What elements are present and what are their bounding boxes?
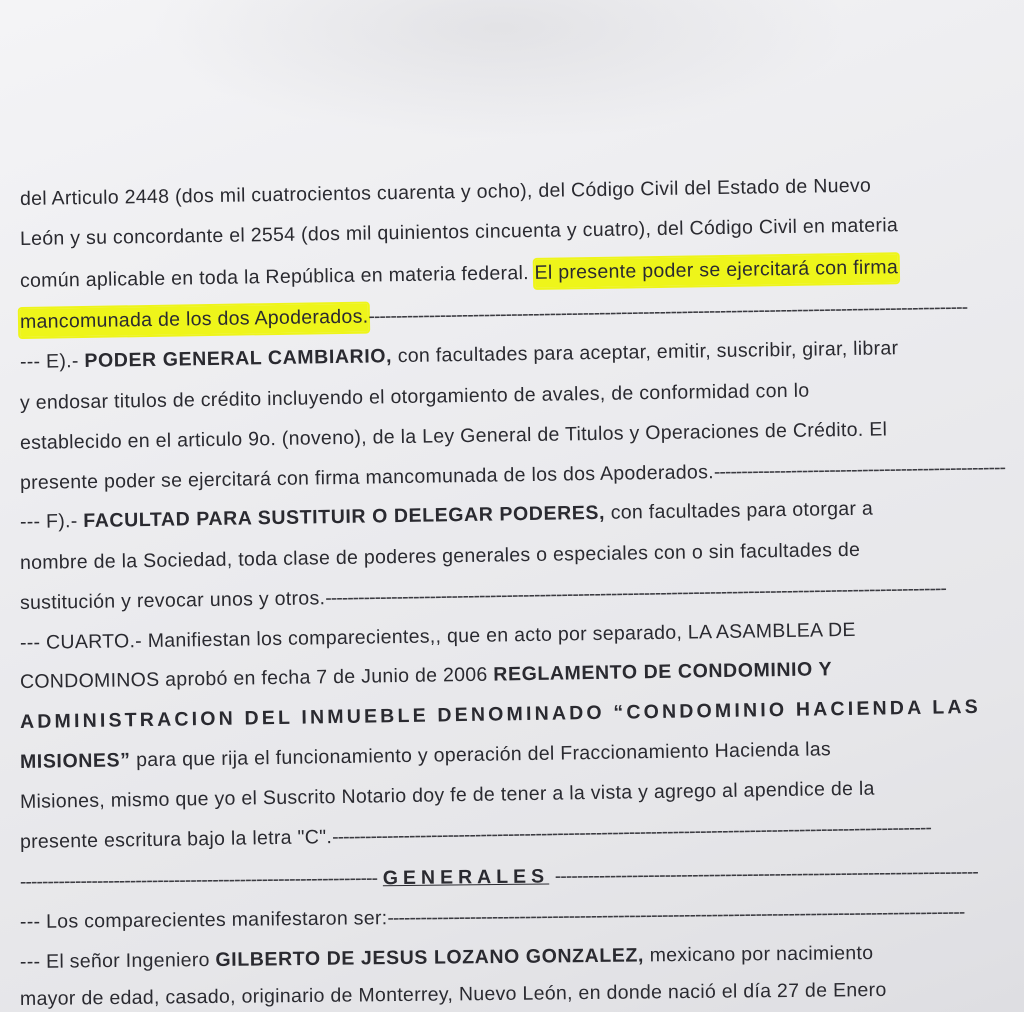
line-text: nombre de la Sociedad, toda clase de poderes generales o especiales con o sin facultades de <box>19 538 861 574</box>
line-text: con facultades para aceptar, emitir, suscribir, girar, librar <box>397 337 899 368</box>
dash-filler: ----------------------------------------------------- <box>713 456 1006 484</box>
line-text: del Articulo 2448 (dos mil cuatrocientos cuarenta y ocho), del Código Civil del Estado de Nuevo <box>19 174 872 210</box>
text-line <box>20 736 1024 773</box>
text-line <box>20 901 1024 932</box>
line-text: --- Los comparecientes manifestaron ser: <box>19 907 388 933</box>
text-line <box>20 577 1024 614</box>
dash-filler: ----------------------------------------------------------------------------- <box>554 860 978 888</box>
line-text: sustitución y revocar unos y otros. <box>19 587 326 614</box>
clause-heading: PODER GENERAL CAMBIARIO, <box>84 345 393 372</box>
section-heading-line <box>20 861 1024 892</box>
text-line <box>20 941 1024 972</box>
bold-text: MISIONES” <box>19 749 131 773</box>
line-text: León y su concordante el 2554 (dos mil quinientos cincuenta y cuatro), del Código Civil en materia <box>19 214 899 250</box>
dash-filler: ------------------------------------------------------------------------------------------------------------- <box>331 816 932 849</box>
text-line <box>20 457 1024 494</box>
text-line <box>20 617 1024 654</box>
highlighted-text: mancomunada de los dos Apoderados. <box>20 304 369 337</box>
line-text: CONDOMINOS aprobó en fecha 7 de Junio de 2006 <box>19 663 488 693</box>
text-line <box>20 496 1024 533</box>
text-line <box>20 978 1024 1009</box>
bold-text: ADMINISTRACION DEL INMUEBLE DENOMINADO “CONDOMINIO HACIENDA LAS <box>19 695 982 733</box>
line-text: establecido en el articulo 9o. (noveno), de la Ley General de Titulos y Operaciones de Crédito. El <box>19 418 888 454</box>
clause-prefix: --- F).- <box>19 510 78 533</box>
line-text: Misiones, mismo que yo el Suscrito Notario doy fe de tener a la vista y agrego al apendice de la <box>19 777 875 813</box>
dash-filler: ----------------------------------------------------------------- <box>19 867 378 893</box>
text-line <box>20 656 1024 693</box>
highlighted-text: El presente poder se ejercitará con firma <box>534 254 898 288</box>
text-line <box>20 816 1024 853</box>
text-line <box>20 336 1024 373</box>
line-text: presente escritura bajo la letra "C". <box>19 826 333 853</box>
line-text: presente poder se ejercitará con firma mancomunada de los dos Apoderados. <box>19 461 715 494</box>
text-line <box>20 213 1024 250</box>
bold-text: REGLAMENTO DE CONDOMINIO Y <box>493 658 833 686</box>
text-line <box>20 255 1024 292</box>
dash-filler: ------------------------------------------------------------------------------------------------------------- <box>368 296 968 328</box>
dash-filler: --------------------------------------------------------------------------------------------------------- <box>387 901 965 930</box>
clause-prefix: --- El señor Ingeniero <box>19 949 210 973</box>
text-line <box>20 173 1024 210</box>
faded-previous-text <box>150 0 850 140</box>
clause-prefix: --- CUARTO.- <box>19 630 143 654</box>
line-text: Manifiestan los comparecientes,, que en acto por separado, LA ASAMBLEA DE <box>147 618 856 652</box>
clause-heading: FACULTAD PARA SUSTITUIR O DELEGAR PODERES, <box>83 501 606 533</box>
text-line <box>20 296 1024 333</box>
text-line <box>20 776 1024 813</box>
text-line <box>20 417 1024 454</box>
clause-prefix: --- E).- <box>19 350 79 373</box>
line-text: y endosar titulos de crédito incluyendo el otorgamiento de avales, de conformidad con lo <box>19 379 810 414</box>
line-text: para que rija el funcionamiento y operación del Fraccionamiento Hacienda las <box>136 738 832 772</box>
line-text: con facultades para otorgar a <box>610 497 874 524</box>
text-line <box>20 377 1024 414</box>
text-line <box>20 696 1024 733</box>
section-heading: GENERALES <box>382 865 550 890</box>
line-text: común aplicable en toda la República en materia federal. <box>19 262 530 292</box>
text-line <box>20 537 1024 574</box>
line-text: mexicano por nacimiento <box>649 942 874 967</box>
dash-filler: ----------------------------------------------------------------------------------------------------------------- <box>325 577 947 610</box>
person-name: GILBERTO DE JESUS LOZANO GONZALEZ, <box>215 944 645 971</box>
line-text: mayor de edad, casado, originario de Monterrey, Nuevo León, en donde nació el día 27 de Enero <box>19 978 887 1010</box>
